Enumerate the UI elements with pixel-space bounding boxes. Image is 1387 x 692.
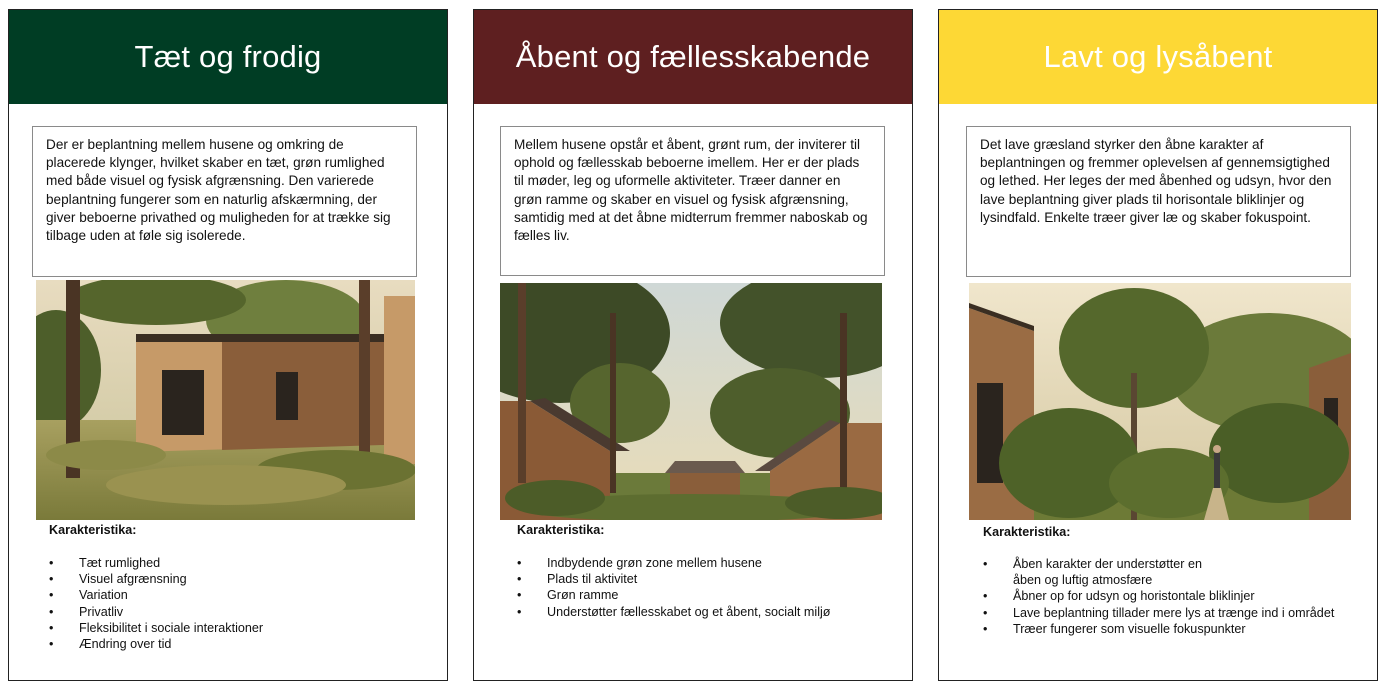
forest-house-photo	[36, 280, 415, 520]
card-lavt-og-lysaabent	[938, 9, 1378, 681]
characteristics-list	[49, 555, 439, 652]
card-taet-og-frodig	[8, 9, 448, 681]
list-item: • Træer fungerer som visuelle fokuspunkter	[983, 621, 1378, 637]
list-item: • Privatliv	[49, 604, 439, 620]
card-description: Det lave græsland styrker den åbne karakter af beplantningen og fremmer oplevelsen af gennemsigtighed og lethed. Her leges der med åbenhed og udsyn, hvor den lave beplantning giver plads til horisontale bliklinjer og lysindfald. Enkelte træer giver læ og skaber fokuspoint.	[966, 126, 1351, 277]
card-header	[474, 10, 912, 104]
green-courtyard-photo	[500, 283, 882, 520]
card-description: Der er beplantning mellem husene og omkring de placerede klynger, hvilket skaber en tæt, grøn rumlighed med både visuel og fysisk afgrænsning. Den varierede beplantning fungerer som en naturlig afskærmning, der giver beboerne privathed og muligheden for at trække sig tilbage uden at føle sig isolerede.	[32, 126, 417, 277]
list-item: • Ændring over tid	[49, 636, 439, 652]
list-item: • Plads til aktivitet	[517, 571, 907, 587]
card-header	[9, 10, 447, 104]
list-item: • Lave beplantning tillader mere lys at trænge ind i området	[983, 605, 1378, 621]
characteristics-title: Karakteristika:	[49, 523, 137, 537]
list-item: • Indbydende grøn zone mellem husene	[517, 555, 907, 571]
list-item: • Variation	[49, 587, 439, 603]
card-header	[939, 10, 1377, 104]
list-item: • Visuel afgrænsning	[49, 571, 439, 587]
card-title: Lavt og lysåbent	[1043, 39, 1273, 74]
list-item: • Tæt rumlighed	[49, 555, 439, 571]
list-item: • Understøtter fællesskabet og et åbent, socialt miljø	[517, 604, 907, 620]
characteristics-title: Karakteristika:	[983, 525, 1071, 539]
characteristics-title: Karakteristika:	[517, 523, 605, 537]
card-title: Åbent og fællesskabende	[515, 39, 871, 74]
list-item: • Åbner op for udsyn og horistontale bliklinjer	[983, 588, 1378, 604]
open-meadow-photo	[969, 283, 1351, 520]
card-aabent-og-faellesskabende	[473, 9, 913, 681]
characteristics-list	[517, 555, 907, 620]
card-description: Mellem husene opstår et åbent, grønt rum, der inviterer til ophold og fællesskab beboerne imellem. Her er der plads til møder, leg og uformelle aktiviteter. Træer danner en grøn ramme og skaber en visuel og fysisk afgrænsning, samtidig med at det åbne midterrum fremmer naboskab og fælles liv.	[500, 126, 885, 276]
list-item: • Grøn ramme	[517, 587, 907, 603]
list-item: • Fleksibilitet i sociale interaktioner	[49, 620, 439, 636]
card-title: Tæt og frodig	[134, 39, 322, 74]
characteristics-list	[983, 556, 1378, 637]
list-item: • Åben karakter der understøtter en åben og luftig atmosfære	[983, 556, 1378, 588]
